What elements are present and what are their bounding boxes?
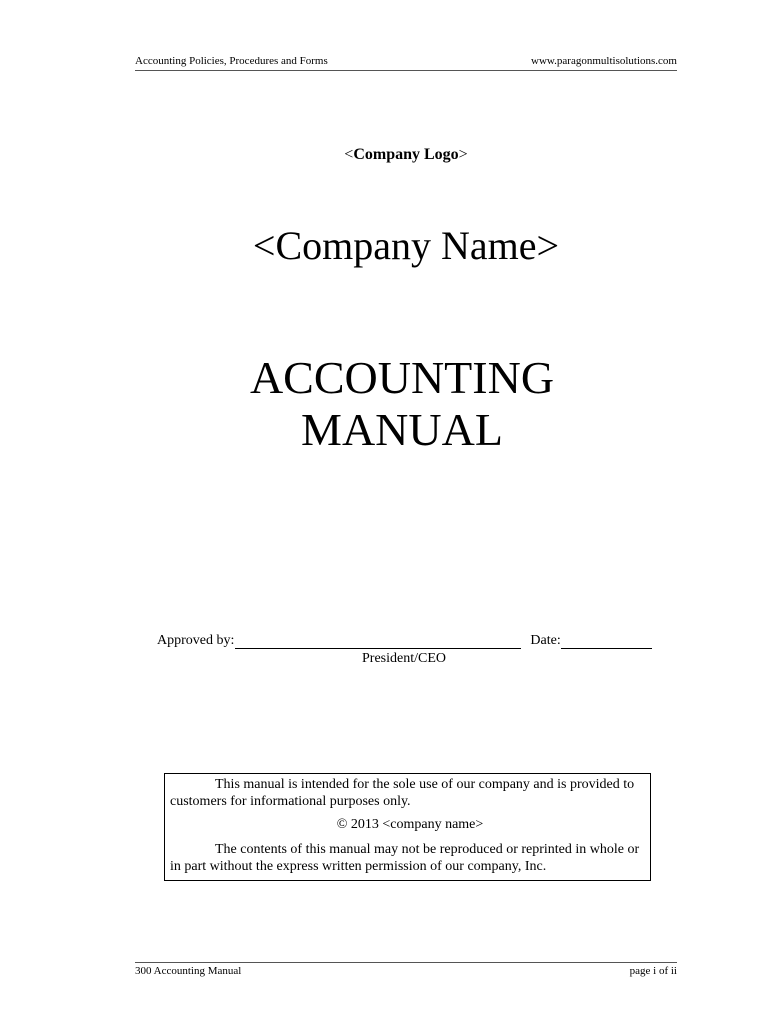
company-logo-placeholder	[0, 146, 768, 164]
notice-paragraph-2: The contents of this manual may not be reproduced or reprinted in whole or in part without the express written permission of our company, Inc.	[170, 842, 640, 874]
notice-paragraph-1: This manual is intended for the sole use of our company and is provided to customers for informational purposes only.	[170, 777, 635, 809]
date-line	[561, 634, 652, 649]
logo-open-bracket: <	[344, 146, 354, 163]
signer-role: President/CEO	[362, 651, 446, 666]
page-header	[135, 55, 677, 71]
footer-left-text: 300 Accounting Manual	[135, 965, 242, 977]
title-line-2: MANUAL	[301, 404, 503, 455]
notice-box	[164, 773, 651, 881]
approved-by-label: Approved by:	[157, 633, 235, 648]
logo-close-bracket: >	[458, 146, 468, 163]
page-footer	[135, 962, 677, 977]
logo-label: Company Logo	[353, 146, 459, 163]
header-left-text: Accounting Policies, Procedures and Forms	[135, 55, 328, 67]
date-label: Date:	[530, 633, 561, 648]
copyright-line: © 2013 <company name>	[336, 817, 484, 832]
signature-line	[235, 634, 521, 649]
title-line-1: ACCOUNTING	[249, 352, 555, 403]
company-name: <Company Name>	[252, 223, 560, 268]
page-number: page i of ii	[629, 965, 677, 977]
approval-line	[157, 633, 652, 649]
document-title	[0, 352, 768, 456]
header-right-text: www.paragonmultisolutions.com	[531, 55, 677, 67]
